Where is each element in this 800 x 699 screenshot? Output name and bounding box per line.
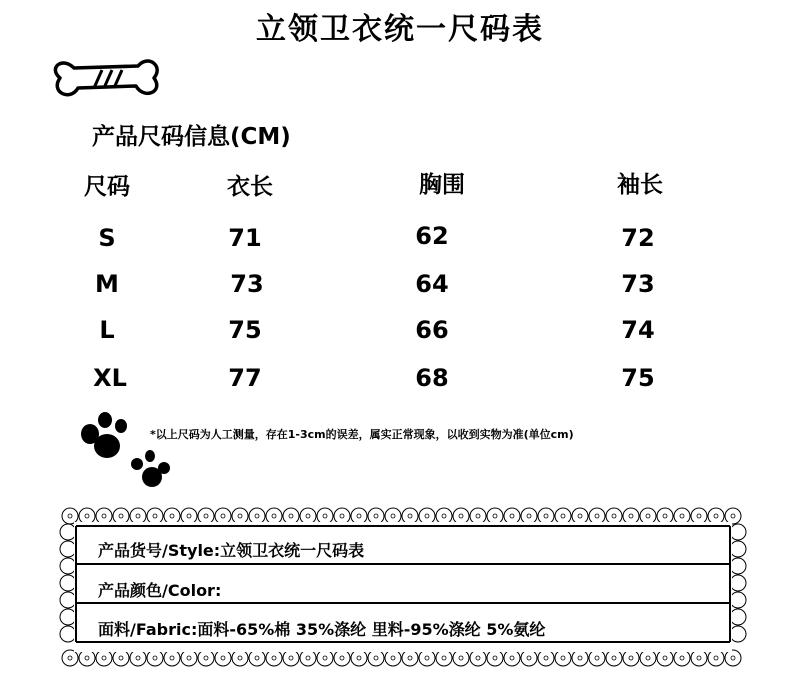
table-cell: 75 (228, 316, 262, 344)
table-cell: 71 (228, 224, 262, 252)
product-info-box (58, 506, 748, 668)
table-cell: 72 (621, 224, 655, 252)
table-cell: 73 (230, 270, 264, 298)
table-cell: 74 (621, 316, 655, 344)
page-title: 立领卫衣统一尺码表 (256, 12, 544, 47)
color-line: 产品颜色/Color: (98, 581, 222, 600)
table-cell: 64 (415, 270, 449, 298)
paw-prints-icon (76, 408, 176, 490)
header-sleeve: 袖长 (617, 172, 663, 198)
table-cell: 77 (228, 364, 262, 392)
table-cell: 75 (621, 364, 655, 392)
header-size: 尺码 (84, 174, 130, 200)
table-cell: 66 (415, 316, 449, 344)
section-title: 产品尺码信息(CM) (92, 124, 291, 150)
table-cell: M (95, 270, 119, 298)
fabric-line: 面料/Fabric:面料-65%棉 35%涤纶 里料-95%涤纶 5%氨纶 (98, 620, 546, 639)
table-cell: S (98, 224, 116, 252)
table-cell: L (99, 316, 115, 344)
header-length: 衣长 (227, 174, 273, 200)
table-cell: 62 (415, 222, 449, 250)
style-line: 产品货号/Style:立领卫衣统一尺码表 (98, 541, 365, 560)
table-cell: XL (93, 364, 127, 392)
measurement-note: *以上尺码为人工测量，存在1-3cm的误差，属实正常现象，以收到实物为准(单位cm) (150, 428, 574, 441)
header-chest: 胸围 (419, 172, 465, 198)
table-cell: 73 (621, 270, 655, 298)
table-cell: 68 (415, 364, 449, 392)
